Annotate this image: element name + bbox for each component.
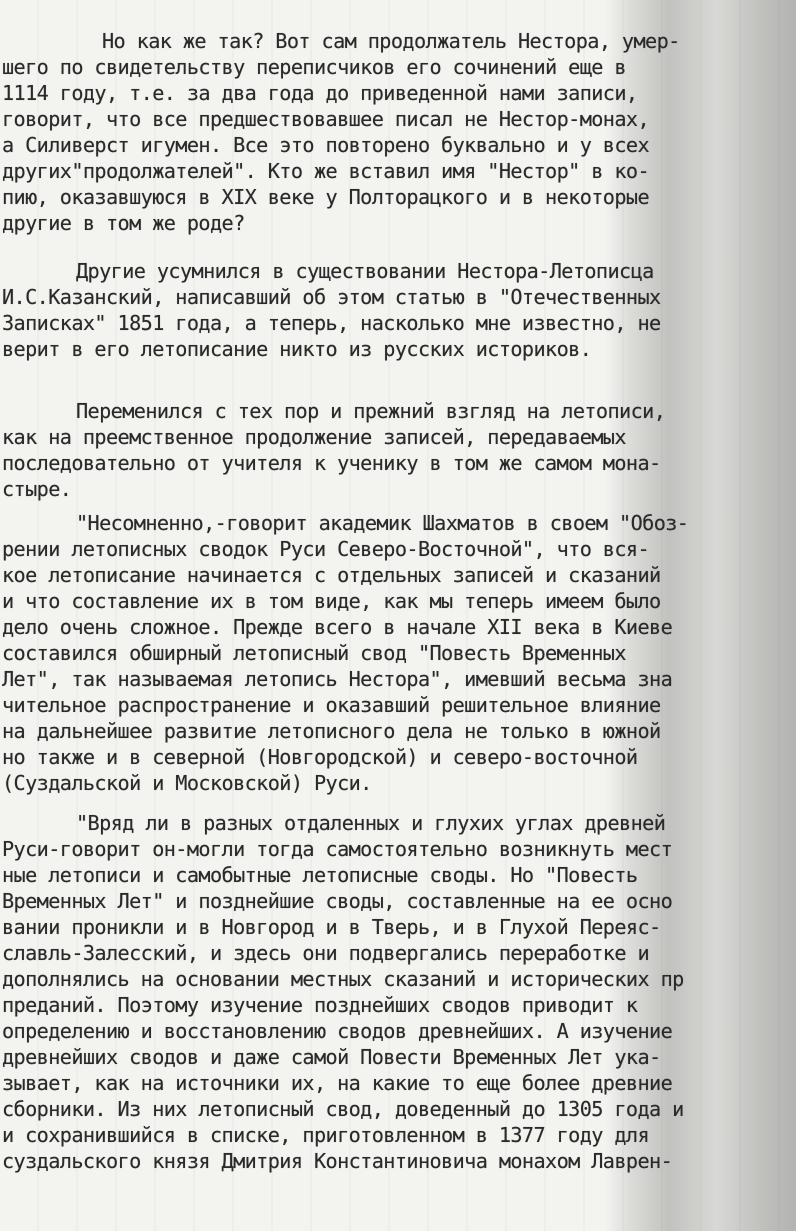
text-line: Другие усумнился в существовании Нестора-Летописца [76, 259, 654, 283]
text-line: как на преемственное продолжение записей, передаваемых [2, 425, 626, 449]
text-line: "Несомненно,-говорит академик Шахматов в своем "Обоз- [76, 511, 689, 535]
text-line: говорит, что все предшествовавшее писал не Нестор-монах, [2, 107, 650, 131]
text-line: пию, оказавшуюся в XIX веке у Полторацкого и в некоторые [2, 185, 650, 209]
text-line: дело очень сложное. Прежде всего в начале XII века в Киеве [2, 615, 673, 639]
text-line: вании проникли и в Новгород и в Тверь, и в Глухой Переяс- [2, 915, 661, 939]
text-line: составился обширный летописный свод "Повесть Временных [2, 641, 626, 665]
text-line: рении летописных сводок Руси Северо-Восточной", что вся- [2, 537, 650, 561]
text-line: другие в том же роде? [2, 211, 245, 235]
text-line: но также и в северной (Новгородской) и северо-восточной [2, 745, 638, 769]
text-line: древнейших сводов и даже самой Повести Временных Лет ука- [2, 1045, 661, 1069]
text-line: Лет", так называемая летопись Нестора", имевший весьма зна [2, 667, 673, 691]
text-line: преданий. Поэтому изучение позднейших сводов приводит к [2, 993, 638, 1017]
text-line: кое летописание начинается с отдельных записей и сказаний [2, 563, 661, 587]
text-line: определению и восстановлению сводов древнейших. А изучение [2, 1019, 673, 1043]
text-line: Руси-говорит он-могли тогда самостоятельно возникнуть мест [2, 837, 673, 861]
text-line: Но как же так? Вот сам продолжатель Нестора, умер- [102, 29, 680, 53]
text-line: "Вряд ли в разных отдаленных и глухих углах древней [76, 811, 666, 835]
text-line: суздальского князя Дмитрия Константиновича монахом Лаврен- [2, 1149, 673, 1173]
text-line: (Суздальской и Московской) Руси. [2, 771, 372, 795]
text-line: и сохранившийся в списке, приготовленном в 1377 году для [2, 1123, 650, 1147]
text-line: Временных Лет" и позднейшие своды, составленные на ее осно [2, 889, 673, 913]
text-line: ные летописи и самобытные летописные своды. Но "Повесть [2, 863, 638, 887]
text-line: зывает, как на источники их, на какие то еще более древние [2, 1071, 673, 1095]
text-line: и что составление их в том виде, как мы теперь имеем было [2, 589, 661, 613]
text-line: Записках" 1851 года, а теперь, насколько мне известно, не [2, 311, 661, 335]
text-line: сборники. Из них летописный свод, доведенный до 1305 года и [2, 1097, 684, 1121]
text-line: И.С.Казанский, написавший об этом статью в "Отечественных [2, 285, 661, 309]
text-line: а Силиверст игумен. Все это повторено буквально и у всех [2, 133, 650, 157]
text-line: шего по свидетельству переписчиков его сочинений еще в [2, 55, 626, 79]
text-line: на дальнейшее развитие летописного дела не только в южной [2, 719, 661, 743]
text-line: дополнялись на основании местных сказаний и исторических пр [2, 967, 684, 991]
text-line: стыре. [2, 477, 72, 501]
text-line: последовательно от учителя к ученику в том же самом мона- [2, 451, 661, 475]
text-line: 1114 году, т.е. за два года до приведенной нами записи, [2, 81, 638, 105]
text-line: чительное распространение и оказавший решительное влияние [2, 693, 661, 717]
text-line: верит в его летописание никто из русских историков. [2, 337, 592, 361]
text-line: других"продолжателей". Кто же вставил имя "Нестор" в ко- [2, 159, 650, 183]
text-line: славль-Залесский, и здесь они подвергались переработке и [2, 941, 650, 965]
text-line: Переменился с тех пор и прежний взгляд на летописи, [76, 399, 666, 423]
